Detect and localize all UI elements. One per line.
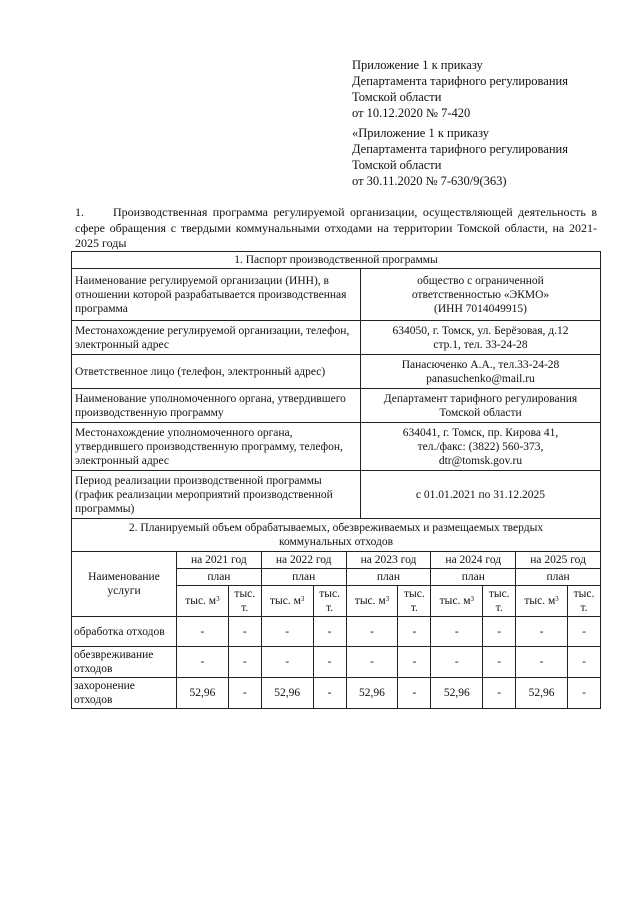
unit-label: тыс. м [185,595,217,607]
passport-label: Ответственное лицо (телефон, электронный адрес) [72,355,361,389]
plan-header: план [516,569,601,586]
cell: - [398,647,431,678]
unit-superscript: 3 [470,595,474,603]
cell: - [228,617,261,647]
table-row [72,269,601,321]
year-header: на 2024 год [431,552,516,569]
value-line: Панасюченко А.А., тел.33-24-28 [401,358,560,371]
cell: - [346,647,398,678]
order-reference-current [352,57,622,121]
unit-superscript: 3 [385,595,390,603]
table-row [72,389,601,423]
value-line: общество с ограниченной [417,274,544,287]
service-name: обезвреживание отходов [72,647,177,678]
header-line: «Приложение 1 к приказу [352,126,490,140]
cell: - [568,647,601,678]
unit-label: тыс. м [439,595,471,607]
volumes-title: 2. Планируемый объем обрабатываемых, обезвреживаемых и размещаемых твердых коммунальных отходов [72,519,601,552]
cell: - [261,617,313,647]
unit-superscript: 3 [555,595,559,603]
cell: - [313,617,346,647]
value-line: Томской области [439,406,522,419]
value-line: dtr@tomsk.gov.ru [438,454,523,467]
cell: - [228,678,261,709]
passport-value [361,269,601,321]
header-line: Департамента тарифного регулирования [352,74,568,88]
unit-label: тыс. м [270,595,301,607]
cell: - [398,678,431,709]
unit-label: тыс. м [354,595,386,607]
header-line: Приложение 1 к приказу [352,58,483,72]
value-line: 634041, г. Томск, пр. Кирова 41, [402,426,559,439]
table-row [72,355,601,389]
plan-header: план [431,569,516,586]
year-header: на 2025 год [516,552,601,569]
cell: - [516,617,568,647]
unit-m3-header [516,586,568,617]
value-line: 634050, г. Томск, ул. Берёзовая, д.12 [392,324,569,337]
cell: - [313,647,346,678]
cell: - [568,678,601,709]
cell: - [516,647,568,678]
header-line: Томской области [352,158,442,172]
table-row [72,678,601,709]
cell: - [228,647,261,678]
service-name: обработка отходов [72,617,177,647]
cell: - [483,678,516,709]
cell: 52,96 [431,678,483,709]
order-reference-previous [352,125,622,189]
volumes-table [71,518,601,709]
plan-header: план [177,569,262,586]
value-line: с 01.01.2021 по 31.12.2025 [415,488,546,501]
section-number: 1. [75,205,84,219]
passport-value [361,423,601,471]
unit-t-header: тыс. т. [398,586,431,617]
passport-label: Местонахождение уполномоченного органа, утвердившего производственную программу, телефон, электронный адрес [72,423,361,471]
unit-superscript: 3 [300,595,305,603]
cell: - [177,647,229,678]
service-header: Наименование услуги [72,552,177,617]
year-header: на 2022 год [261,552,346,569]
unit-superscript: 3 [216,595,220,603]
cell: 52,96 [261,678,313,709]
value-line: (ИНН 7014049915) [434,302,527,315]
passport-title: 1. Паспорт производственной программы [72,252,601,269]
header-line: от 10.12.2020 № 7-420 [352,106,471,120]
cell: - [346,617,398,647]
unit-m3-header [346,586,398,617]
table-row [72,471,601,519]
cell: - [313,678,346,709]
passport-label: Период реализации производственной программы (график реализации мероприятий производственной программы) [72,471,361,519]
passport-value [361,321,601,355]
cell: - [177,617,229,647]
cell: 52,96 [516,678,568,709]
unit-t-header: тыс. т. [568,586,601,617]
passport-label: Местонахождение регулируемой организации, телефон, электронный адрес [72,321,361,355]
service-name: захоронение отходов [72,678,177,709]
table-row [72,321,601,355]
header-line: Томской области [352,90,442,104]
cell: 52,96 [346,678,398,709]
unit-t-header: тыс. т. [483,586,516,617]
passport-label: Наименование уполномоченного органа, утвердившего производственную программу [72,389,361,423]
header-line: от 30.11.2020 № 7-630/9(363) [352,174,507,188]
passport-label: Наименование регулируемой организации (ИНН), в отношении которой разрабатывается производственная программа [72,269,361,321]
unit-t-header: тыс. т. [313,586,346,617]
cell: - [398,617,431,647]
value-line: panasuchenko@mail.ru [426,372,535,385]
header-line: Департамента тарифного регулирования [352,142,568,156]
passport-value [361,355,601,389]
value-line: Департамент тарифного регулирования [383,392,578,405]
plan-header: план [346,569,431,586]
value-line: стр.1, тел. 33-24-28 [433,338,528,351]
passport-value [361,471,601,519]
cell: - [483,647,516,678]
cell: - [261,647,313,678]
passport-table [71,251,601,519]
table-row [72,617,601,647]
year-header: на 2023 год [346,552,431,569]
value-line: ответственностью «ЭКМО» [411,288,550,301]
passport-value [361,389,601,423]
cell: - [483,617,516,647]
cell: - [431,647,483,678]
plan-header: план [261,569,346,586]
cell: 52,96 [177,678,229,709]
program-title: Производственная программа регулируемой организации, осуществляющей деятельность в сфере обращения с твердыми коммунальными отходами на территории Томской области, на 2021- 2025 годы [75,205,597,250]
unit-m3-header [177,586,229,617]
table-row [72,423,601,471]
year-header: на 2021 год [177,552,262,569]
unit-label: тыс. м [524,595,556,607]
unit-t-header: тыс. т. [228,586,261,617]
value-line: тел./факс: (3822) 560-373, [417,440,544,453]
program-intro [75,205,597,252]
table-row [72,647,601,678]
cell: - [431,617,483,647]
unit-m3-header [431,586,483,617]
unit-m3-header [261,586,313,617]
cell: - [568,617,601,647]
